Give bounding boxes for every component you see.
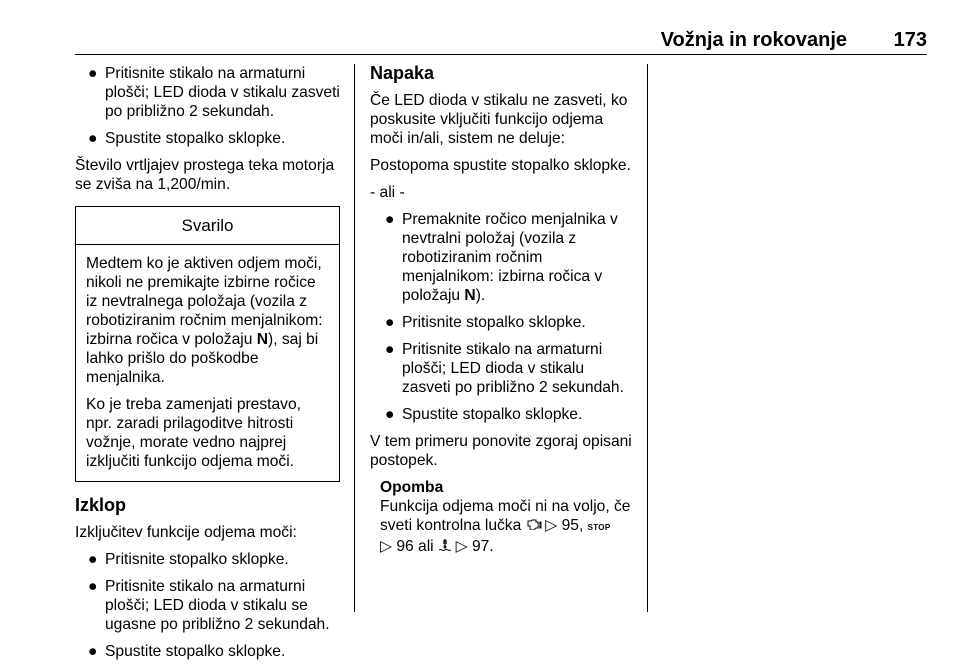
bullet-icon: ● <box>385 406 395 423</box>
paragraph: Postopoma spustite stopalko sklopke. <box>370 157 631 174</box>
list-item: ● Spustite stopalko sklopke. <box>88 130 286 147</box>
rpm-text: Število vrtljajev prostega teka motorja se zviša na 1,200/min. <box>75 157 335 193</box>
column-left <box>75 64 340 669</box>
warning-title: Svarilo <box>76 207 339 245</box>
bullet-icon: ● <box>88 578 98 595</box>
column-middle <box>370 64 635 556</box>
list-item: ● Pritisnite stikalo na armaturni plošči; LED dioda v stikalu zasveti po približno 2 sekundah. <box>385 341 624 396</box>
section-heading: Napaka <box>370 63 435 83</box>
cross-reference-icon: ▷ <box>545 517 558 534</box>
list-item: ● Pritisnite stopalko sklopke. <box>88 551 289 568</box>
page-number: 173 <box>893 29 927 51</box>
warning-box <box>75 206 340 482</box>
warning-body <box>76 245 339 481</box>
list-item: ● Pritisnite stikalo na armaturni plošči; LED dioda v stikalu se ugasne po približno 2 sekundah. <box>88 578 330 633</box>
page-title: Vožnja in rokovanje <box>660 29 847 51</box>
engine-warning-icon <box>526 518 546 533</box>
bullet-icon: ● <box>88 551 98 568</box>
paragraph: Če LED dioda v stikalu ne zasveti, ko poskusite vključiti funkcijo odjema moči in/ali, sistem ne deluje: <box>370 92 628 147</box>
note-box <box>380 478 635 556</box>
or-text: - ali - <box>370 184 405 201</box>
page-header <box>75 24 927 55</box>
bullet-list-napaka <box>380 210 635 424</box>
stop-indicator-icon: STOP <box>587 523 611 532</box>
bullet-icon: ● <box>385 211 395 228</box>
list-item: ● Spustite stopalko sklopke. <box>385 406 583 423</box>
bullet-list-izklop <box>83 550 340 661</box>
note-title: Opomba <box>380 479 444 496</box>
list-item: ● Pritisnite stopalko sklopke. <box>385 314 586 331</box>
list-item: ● Premaknite ročico menjalnika v nevtralni položaj (vozila z robotiziranim ročnim menjalnikom: izbirna ročica v položaju N). <box>385 211 618 304</box>
cross-reference-icon: ▷ <box>380 538 392 555</box>
bullet-icon: ● <box>385 341 395 358</box>
bullet-icon: ● <box>385 314 395 331</box>
section-intro: Izključitev funkcije odjema moči: <box>75 524 297 541</box>
list-item: ● Spustite stopalko sklopke. <box>88 643 286 660</box>
section-izklop <box>75 496 340 661</box>
bullet-icon: ● <box>88 130 98 147</box>
list-item: ● Pritisnite stikalo na armaturni plošči; LED dioda v stikalu zasveti po približno 2 sekundah. <box>88 65 340 120</box>
paragraph: V tem primeru ponovite zgoraj opisani postopek. <box>370 433 632 469</box>
bullet-icon: ● <box>88 643 98 660</box>
note-text: Funkcija odjema moči ni na voljo, če sveti kontrolna lučka ▷ 95, STOP ▷ 96 ali ▷ 97. <box>380 498 631 555</box>
section-heading: Izklop <box>75 495 127 515</box>
warning-paragraph: Ko je treba zamenjati prestavo, npr. zaradi prilagoditve hitrosti vožnje, morate vedno najprej izključiti funkcijo odjema moči. <box>86 396 301 470</box>
coolant-temperature-icon <box>438 539 456 554</box>
column-divider-right <box>647 64 648 612</box>
cross-reference-icon: ▷ <box>455 538 468 555</box>
bullet-icon: ● <box>88 65 98 82</box>
column-divider-left <box>354 64 355 612</box>
warning-paragraph: Medtem ko je aktiven odjem moči, nikoli ne premikajte izbirne ročice iz nevtralnega položaja (vozila z robotiziranim ročnim menjalnikom: izbirna ročica v položaju N), saj bi lahko prišlo do poškodbe menjalnika. <box>86 255 323 386</box>
bullet-list-top <box>83 64 340 148</box>
